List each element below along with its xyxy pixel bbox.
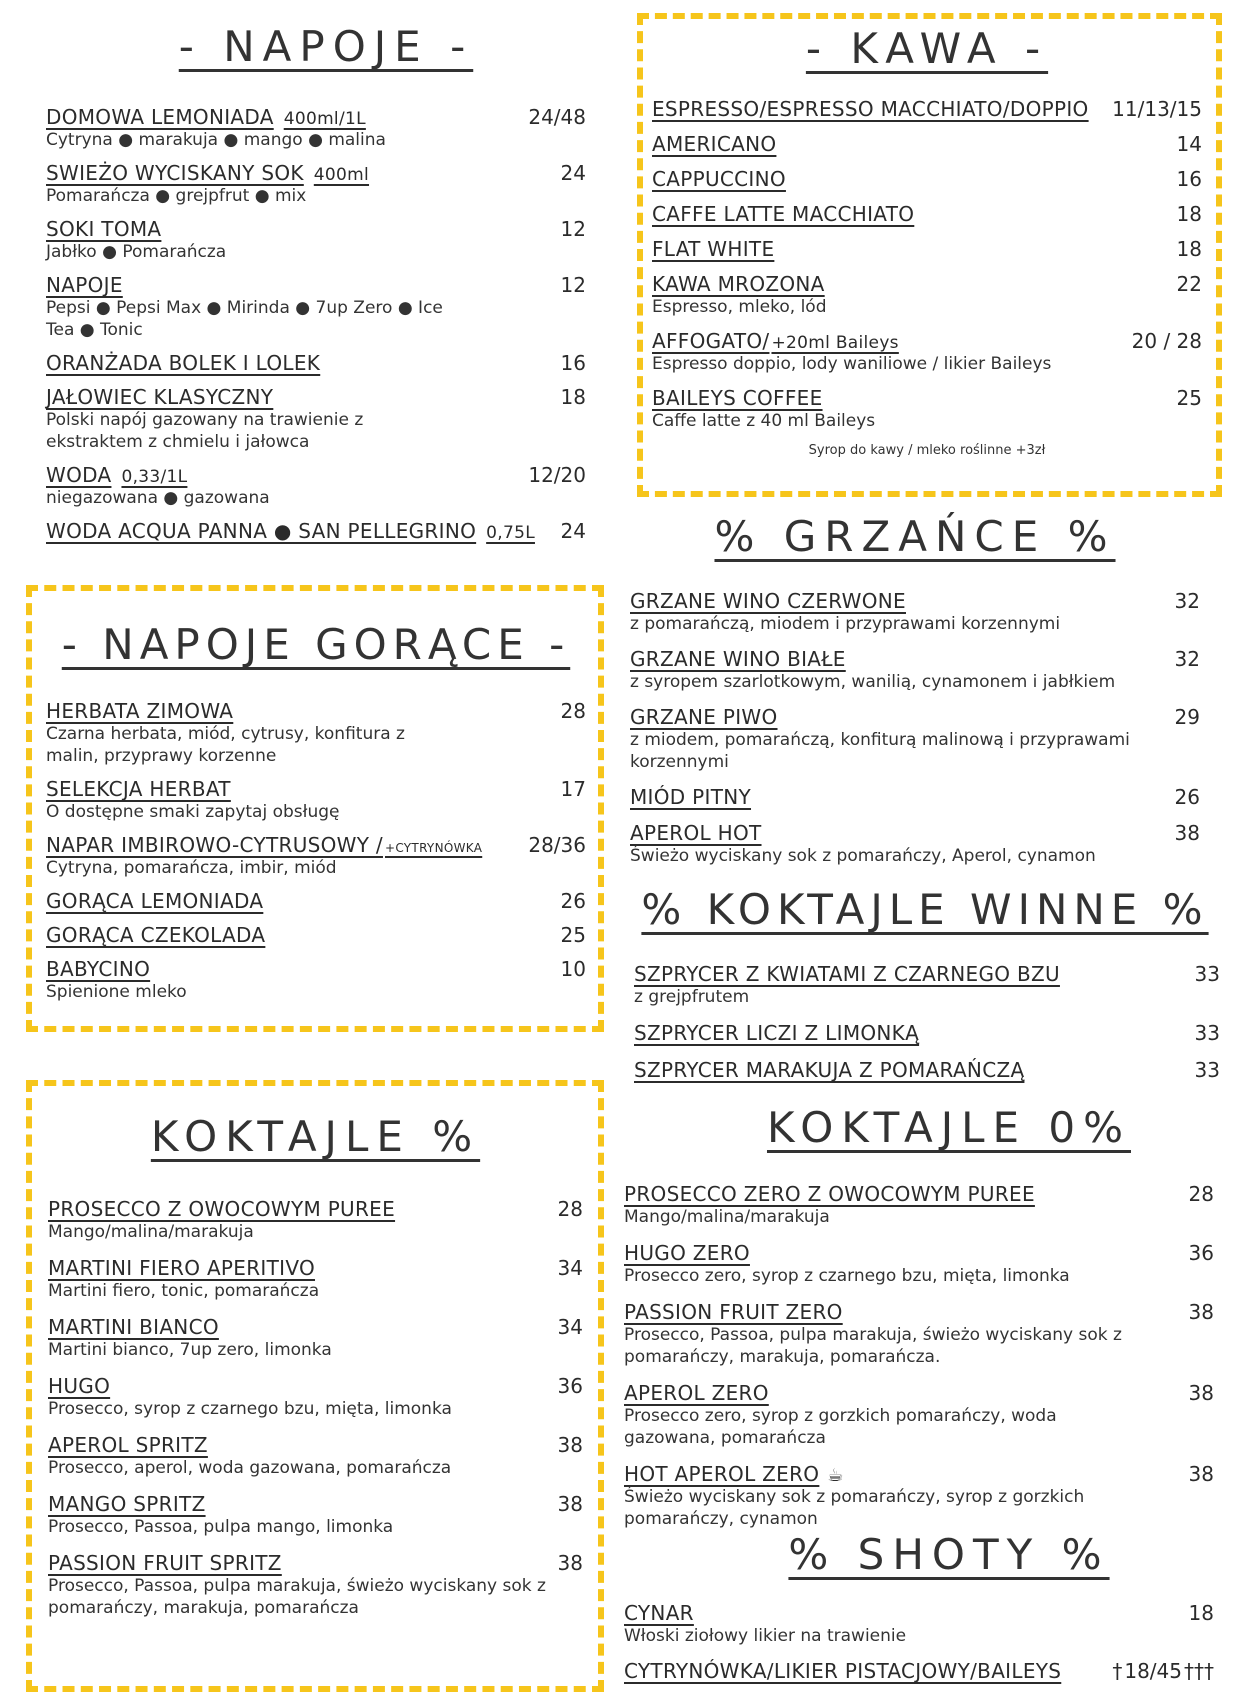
price-value: 12 — [560, 273, 586, 297]
item-name: BAILEYS COFFEE — [652, 386, 823, 410]
section-title: % GRZAŃCE % — [714, 512, 1116, 561]
item-name: WODA — [46, 463, 112, 487]
item-name: BABYCINO — [46, 957, 151, 981]
item-price — [1195, 962, 1220, 986]
item-price — [528, 463, 586, 487]
item-description: z grejpfrutem — [634, 987, 750, 1007]
item-price — [1175, 821, 1200, 845]
item-name-line — [46, 273, 586, 297]
price-value: 26 — [1174, 785, 1200, 809]
item-description: Prosecco zero, syrop z czarnego bzu, mięta, limonka — [624, 1266, 1070, 1286]
item-name-line — [46, 385, 586, 409]
item-name-line — [652, 329, 1202, 353]
menu-item — [634, 962, 1220, 1008]
menu-item — [46, 273, 586, 341]
item-name: NAPAR IMBIROWO-CYTRUSOWY / — [46, 833, 383, 857]
item-description: Pepsi ● Pepsi Max ● Mirinda ● 7up Zero ● Ice Tea ● Tonic — [46, 298, 443, 340]
item-price — [558, 1492, 583, 1516]
section-title: % SHOTY % — [788, 1530, 1110, 1579]
menu-item — [624, 1601, 1214, 1647]
item-name: KAWA MROZONA — [652, 272, 825, 296]
price-value: 18 — [1188, 1601, 1214, 1625]
menu-item — [630, 705, 1200, 773]
price-value: 25 — [560, 923, 586, 947]
item-description: Espresso doppio, lody waniliowe / likier Baileys — [652, 354, 1052, 374]
price-value: 10 — [560, 957, 586, 981]
item-name: CYNAR — [624, 1601, 694, 1625]
menu-item — [46, 105, 586, 151]
item-name: CAFFE LATTE MACCHIATO — [652, 202, 915, 226]
price-value: 24 — [560, 161, 586, 185]
item-name: APEROL ZERO — [624, 1381, 769, 1405]
item-name-line — [46, 777, 586, 801]
item-name: SELEKCJA HERBAT — [46, 777, 231, 801]
item-description: Martini bianco, 7up zero, limonka — [48, 1340, 332, 1360]
item-name-line — [48, 1256, 583, 1280]
item-name-line — [46, 217, 586, 241]
item-description: Mango/malina/marakuja — [48, 1222, 254, 1242]
item-price — [1177, 167, 1202, 191]
item-name-line — [48, 1315, 583, 1339]
item-price — [1177, 237, 1202, 261]
item-name: CAPPUCCINO — [652, 167, 786, 191]
price-value: 33 — [1194, 962, 1220, 986]
item-price — [1175, 589, 1200, 613]
item-note: 400ml — [313, 165, 370, 185]
item-price — [558, 1256, 583, 1280]
price-value: 29 — [1174, 705, 1200, 729]
item-name: CYTRYNÓWKA/LIKIER PISTACJOWY/BAILEYS — [624, 1659, 1062, 1683]
price-value: 14 — [1176, 132, 1202, 156]
price-value: 38 — [557, 1492, 583, 1516]
napoje-gorace-section — [46, 620, 586, 1013]
price-value: 22 — [1176, 272, 1202, 296]
item-name: JAŁOWIEC KLASYCZNY — [46, 385, 274, 409]
item-name-line — [624, 1462, 1214, 1486]
price-value: 33 — [1194, 1058, 1220, 1082]
item-name: PASSION FRUIT SPRITZ — [48, 1551, 282, 1575]
menu-item — [48, 1256, 583, 1302]
koktajle-list — [48, 1197, 583, 1619]
item-description: Cytryna, pomarańcza, imbir, miód — [46, 858, 337, 878]
price-value: 28/36 — [528, 833, 586, 857]
menu-item — [48, 1374, 583, 1420]
shoty-list — [624, 1601, 1214, 1683]
menu-item — [48, 1551, 583, 1619]
item-description: Prosecco, Passoa, pulpa mango, limonka — [48, 1517, 394, 1537]
item-name: WODA ACQUA PANNA ● SAN PELLEGRINO — [46, 519, 477, 543]
item-description: O dostępne smaki zapytaj obsługę — [46, 802, 340, 822]
item-name-line — [48, 1374, 583, 1398]
section-title: - KAWA - — [805, 24, 1049, 73]
item-price — [561, 385, 586, 409]
menu-item — [652, 272, 1202, 318]
menu-item — [652, 329, 1202, 375]
price-value: 28 — [557, 1197, 583, 1221]
item-note: +CYTRYNÓWKA — [384, 841, 483, 855]
koktajle-zero-list — [624, 1182, 1214, 1530]
item-name-line — [624, 1601, 1214, 1625]
shot-glasses-icon: ††† — [1184, 1659, 1214, 1683]
item-price — [561, 519, 586, 543]
menu-item — [46, 699, 586, 767]
item-description: Prosecco, syrop z czarnego bzu, mięta, limonka — [48, 1399, 452, 1419]
menu-item — [46, 519, 586, 543]
item-description: Martini fiero, tonic, pomarańcza — [48, 1281, 320, 1301]
item-price — [558, 1433, 583, 1457]
item-price — [561, 923, 586, 947]
menu-item — [652, 237, 1202, 261]
item-name-line — [46, 957, 586, 981]
koktajle-section — [48, 1112, 583, 1632]
item-name: SZPRYCER MARAKUJA Z POMARAŃCZĄ — [634, 1058, 1025, 1082]
menu-item — [48, 1197, 583, 1243]
item-name: GORĄCA CZEKOLADA — [46, 923, 266, 947]
item-description: Caffe latte z 40 ml Baileys — [652, 411, 876, 431]
item-price — [561, 699, 586, 723]
item-name-line — [630, 705, 1200, 729]
item-name: SWIEŻO WYCISKANY SOK — [46, 161, 304, 185]
item-price — [1112, 97, 1202, 121]
section-title: - NAPOJE - — [178, 22, 474, 71]
item-name: GRZANE PIWO — [630, 705, 778, 729]
item-price — [1189, 1601, 1214, 1625]
shot-glass-icon: † — [1112, 1659, 1123, 1683]
item-description: Espresso, mleko, lód — [652, 297, 827, 317]
item-price — [558, 1315, 583, 1339]
item-name: GRZANE WINO BIAŁE — [630, 647, 846, 671]
item-name-line — [634, 1058, 1220, 1082]
item-description: z miodem, pomarańczą, konfiturą malinową i przyprawami korzennymi — [630, 730, 1130, 772]
item-name: HUGO ZERO — [624, 1241, 750, 1265]
item-price — [561, 777, 586, 801]
item-name: HOT APEROL ZERO — [624, 1462, 820, 1486]
item-name-line — [46, 351, 586, 375]
price-value: 34 — [557, 1256, 583, 1280]
menu-item — [48, 1433, 583, 1479]
price-value: 17 — [560, 777, 586, 801]
item-name: NAPOJE — [46, 273, 123, 297]
menu-item — [630, 785, 1200, 809]
item-note: 0,33/1L — [121, 467, 188, 487]
section-title: - NAPOJE GORĄCE - — [61, 620, 571, 669]
item-price — [561, 161, 586, 185]
price-value: 18/45 — [1124, 1659, 1182, 1683]
menu-item — [624, 1462, 1214, 1530]
price-value: 32 — [1174, 647, 1200, 671]
item-name: HUGO — [48, 1374, 111, 1398]
menu-item — [48, 1492, 583, 1538]
item-description: niegazowana ● gazowana — [46, 488, 270, 508]
price-value: 24 — [560, 519, 586, 543]
item-name-line — [48, 1197, 583, 1221]
menu-item — [630, 589, 1200, 635]
menu-item — [46, 385, 586, 453]
price-value: 34 — [557, 1315, 583, 1339]
item-name-line — [634, 962, 1220, 986]
item-description: Polski napój gazowany na trawienie z ekstraktem z chmielu i jałowca — [46, 410, 364, 452]
item-price — [558, 1551, 583, 1575]
item-description: Cytryna ● marakuja ● mango ● malina — [46, 130, 386, 150]
menu-item — [46, 463, 586, 509]
item-name-line — [46, 105, 586, 129]
item-name: MIÓD PITNY — [630, 785, 752, 809]
item-name-line — [46, 889, 586, 913]
item-name-line — [652, 386, 1202, 410]
price-value: 36 — [1188, 1241, 1214, 1265]
item-name: APEROL HOT — [630, 821, 762, 845]
price-value: 18 — [560, 385, 586, 409]
item-price — [1177, 272, 1202, 296]
item-description: Świeżo wyciskany sok z pomarańczy, Aperol, cynamon — [630, 846, 1096, 866]
price-value: 12 — [560, 217, 586, 241]
item-description: Prosecco, Passoa, pulpa marakuja, świeżo wyciskany sok z pomarańczy, marakuja, pomarańcza. — [624, 1325, 1122, 1367]
menu-item — [630, 821, 1200, 867]
item-price — [561, 351, 586, 375]
item-description: Spienione mleko — [46, 982, 187, 1002]
item-name-line — [630, 647, 1200, 671]
price-value: 20 / 28 — [1131, 329, 1202, 353]
item-name: PROSECCO ZERO Z OWOCOWYM PUREE — [624, 1182, 1035, 1206]
item-price — [1132, 329, 1202, 353]
price-value: 38 — [1188, 1300, 1214, 1324]
item-price — [1175, 705, 1200, 729]
item-name: GORĄCA LEMONIADA — [46, 889, 264, 913]
item-name-line — [48, 1433, 583, 1457]
item-name: MARTINI FIERO APERITIVO — [48, 1256, 316, 1280]
item-price — [528, 833, 586, 857]
item-name-line — [46, 923, 586, 947]
item-name: PASSION FRUIT ZERO — [624, 1300, 843, 1324]
item-price — [1177, 202, 1202, 226]
item-description: z syropem szarlotkowym, wanilią, cynamonem i jabłkiem — [630, 672, 1116, 692]
menu-item — [48, 1315, 583, 1361]
koktajle-zero-section — [624, 1103, 1214, 1543]
item-name-line — [652, 167, 1202, 191]
item-name-line — [652, 272, 1202, 296]
grzance-list — [630, 589, 1200, 867]
item-note: +20ml Baileys — [771, 333, 899, 353]
item-description: Świeżo wyciskany sok z pomarańczy, syrop z gorzkich pomarańczy, cynamon — [624, 1487, 1085, 1529]
item-price — [558, 1197, 583, 1221]
menu-item — [630, 647, 1200, 693]
item-name-line — [634, 1021, 1220, 1045]
price-value: 24/48 — [528, 105, 586, 129]
item-name-line — [46, 161, 586, 185]
napoje-section — [46, 22, 586, 553]
item-price — [1177, 132, 1202, 156]
item-description: Jabłko ● Pomarańcza — [46, 242, 227, 262]
price-value: 25 — [1176, 386, 1202, 410]
item-price — [561, 957, 586, 981]
menu-item — [624, 1241, 1214, 1287]
item-name: ORANŻADA BOLEK I LOLEK — [46, 351, 321, 375]
price-value: 38 — [557, 1551, 583, 1575]
price-value: 38 — [1174, 821, 1200, 845]
item-price — [1175, 647, 1200, 671]
item-name-line — [624, 1300, 1214, 1324]
menu-item — [46, 351, 586, 375]
koktajle-winne-list — [630, 962, 1220, 1082]
menu-item — [652, 386, 1202, 432]
item-name-line — [46, 833, 586, 857]
item-name-line — [630, 821, 1200, 845]
menu-item — [652, 132, 1202, 156]
grzance-section — [630, 512, 1200, 879]
item-name: MANGO SPRITZ — [48, 1492, 206, 1516]
item-name-line — [46, 519, 586, 543]
item-name-line — [652, 237, 1202, 261]
price-value: 18 — [1176, 237, 1202, 261]
item-description: Włoski ziołowy likier na trawienie — [624, 1626, 907, 1646]
koktajle-winne-section — [630, 885, 1220, 1095]
item-name: SZPRYCER LICZI Z LIMONKĄ — [634, 1021, 920, 1045]
price-value: 16 — [560, 351, 586, 375]
item-name-line — [48, 1551, 583, 1575]
menu-item — [652, 202, 1202, 226]
item-name: GRZANE WINO CZERWONE — [630, 589, 906, 613]
item-name-line — [630, 589, 1200, 613]
item-description: Prosecco, Passoa, pulpa marakuja, świeżo wyciskany sok z pomarańczy, marakuja, pomarańcza — [48, 1576, 546, 1618]
item-price — [561, 217, 586, 241]
item-description: Prosecco, aperol, woda gazowana, pomarańcza — [48, 1458, 452, 1478]
item-name: HERBATA ZIMOWA — [46, 699, 234, 723]
item-name: SZPRYCER Z KWIATAMI Z CZARNEGO BZU — [634, 962, 1060, 986]
price-value: 12/20 — [528, 463, 586, 487]
item-price — [561, 273, 586, 297]
item-name-line — [652, 202, 1202, 226]
item-name: PROSECCO Z OWOCOWYM PUREE — [48, 1197, 396, 1221]
menu-item — [46, 833, 586, 879]
section-title: % KOKTAJLE WINNE % — [641, 885, 1209, 934]
item-name-line — [46, 699, 586, 723]
menu-item — [46, 777, 586, 823]
item-name: SOKI TOMA — [46, 217, 162, 241]
menu-item — [624, 1659, 1214, 1683]
menu-item — [46, 923, 586, 947]
item-price — [1175, 785, 1200, 809]
item-description: Mango/malina/marakuja — [624, 1207, 830, 1227]
napoje-gorace-list — [46, 699, 586, 1003]
item-price — [1195, 1021, 1220, 1045]
item-price — [1112, 1659, 1214, 1683]
item-name-line — [624, 1241, 1214, 1265]
item-price — [528, 105, 586, 129]
price-value: 33 — [1194, 1021, 1220, 1045]
price-value: 28 — [560, 699, 586, 723]
item-note: 0,75L — [486, 523, 535, 543]
item-name: AFFOGATO/ — [652, 329, 770, 353]
item-name: ESPRESSO/ESPRESSO MACCHIATO/DOPPIO — [652, 97, 1089, 121]
price-value: 32 — [1174, 589, 1200, 613]
menu-item — [652, 167, 1202, 191]
price-value: 36 — [557, 1374, 583, 1398]
item-name: APEROL SPRITZ — [48, 1433, 208, 1457]
napoje-list — [46, 105, 586, 543]
item-description: Prosecco zero, syrop z gorzkich pomarańczy, woda gazowana, pomarańcza — [624, 1406, 1057, 1448]
section-title: KOKTAJLE % — [150, 1112, 481, 1161]
item-name-line — [48, 1492, 583, 1516]
kawa-section — [652, 24, 1202, 458]
price-value: 38 — [557, 1433, 583, 1457]
menu-item — [624, 1381, 1214, 1449]
item-name: FLAT WHITE — [652, 237, 775, 261]
menu-item — [46, 217, 586, 263]
hot-glass-icon: ☕ — [827, 1465, 844, 1486]
item-name-line — [630, 785, 1200, 809]
item-name-line — [624, 1381, 1214, 1405]
menu-item — [634, 1021, 1220, 1045]
menu-item — [46, 889, 586, 913]
item-price — [1195, 1058, 1220, 1082]
menu-item — [46, 161, 586, 207]
price-value: 16 — [1176, 167, 1202, 191]
item-note: 400ml/1L — [283, 109, 366, 129]
item-price — [1189, 1300, 1214, 1324]
section-title: KOKTAJLE 0% — [766, 1103, 1131, 1152]
item-name-line — [624, 1182, 1214, 1206]
kawa-footnote: Syrop do kawy / mleko roślinne +3zł — [808, 443, 1046, 458]
price-value: 28 — [1188, 1182, 1214, 1206]
item-price — [1177, 386, 1202, 410]
shoty-section — [624, 1530, 1214, 1695]
price-value: 26 — [560, 889, 586, 913]
menu-item — [624, 1300, 1214, 1368]
item-name: AMERICANO — [652, 132, 777, 156]
price-value: 18 — [1176, 202, 1202, 226]
item-description: Pomarańcza ● grejpfrut ● mix — [46, 186, 307, 206]
item-price — [558, 1374, 583, 1398]
price-value: 38 — [1188, 1462, 1214, 1486]
item-description: Czarna herbata, miód, cytrusy, konfitura z malin, przyprawy korzenne — [46, 724, 405, 766]
item-price — [1189, 1381, 1214, 1405]
item-price — [1189, 1241, 1214, 1265]
menu-item — [624, 1182, 1214, 1228]
menu-item — [652, 97, 1202, 121]
price-value: 38 — [1188, 1381, 1214, 1405]
item-price — [1189, 1462, 1214, 1486]
item-name-line — [652, 132, 1202, 156]
price-value: 11/13/15 — [1112, 97, 1202, 121]
menu-item — [46, 957, 586, 1003]
menu-item — [634, 1058, 1220, 1082]
item-price — [561, 889, 586, 913]
item-name-line — [46, 463, 586, 487]
item-name: DOMOWA LEMONIADA — [46, 105, 274, 129]
item-description: z pomarańczą, miodem i przyprawami korzennymi — [630, 614, 1061, 634]
item-price — [1189, 1182, 1214, 1206]
item-name: MARTINI BIANCO — [48, 1315, 219, 1339]
kawa-list — [652, 97, 1202, 432]
